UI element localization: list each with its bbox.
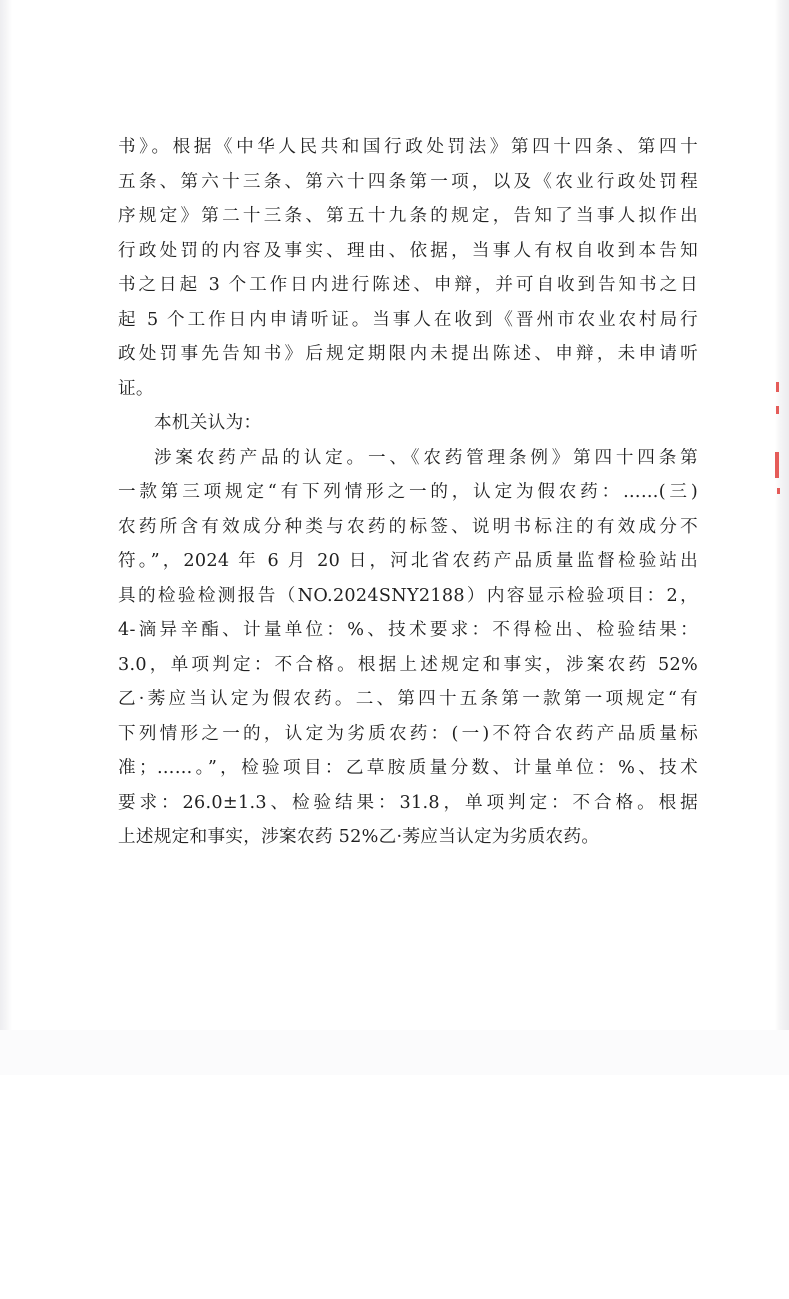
text-line: 涉案农药产品的认定。一、《农药管理条例》第四十四条第 <box>154 447 698 468</box>
red-seal-fragment <box>776 382 779 392</box>
scan-left-edge <box>0 0 12 1030</box>
text-line: 要求：26.0±1.3、检验结果：31.8，单项判定：不合格。根据 <box>118 792 698 813</box>
text-line: 五条、第六十三条、第六十四条第一项，以及《农业行政处罚程 <box>118 171 698 192</box>
text-line: 下列情形之一的，认定为劣质农药：(一)不符合农药产品质量标 <box>118 723 698 744</box>
red-seal-fragment <box>776 406 779 414</box>
text-line: 一款第三项规定“有下列情形之一的，认定为假农药：……(三) <box>118 482 698 502</box>
text-line: 准；……。”，检验项目：乙草胺质量分数、计量单位：%、技术 <box>118 758 698 778</box>
text-line: 符。”，2024 年 6 月 20 日，河北省农药产品质量监督检验站出 <box>118 551 698 571</box>
red-seal-fragment <box>775 452 779 478</box>
text-line: 具的检验检测报告（NO.2024SNY2188）内容显示检验项目：2， <box>118 585 698 606</box>
text-line: 证。 <box>118 378 154 399</box>
text-line: 起 5 个工作日内申请听证。当事人在收到《晋州市农业农村局行 <box>118 309 698 330</box>
text-line: 乙·莠应当认定为假农药。二、第四十五条第一款第一项规定“有 <box>118 689 698 709</box>
scan-right-edge <box>775 0 789 1075</box>
text-line: 上述规定和事实，涉案农药 52%乙·莠应当认定为劣质农药。 <box>118 827 600 847</box>
red-seal-fragment <box>777 488 780 494</box>
text-line: 书》。根据《中华人民共和国行政处罚法》第四十四条、第四十 <box>118 137 698 157</box>
text-line: 农药所含有效成分种类与农药的标签、说明书标注的有效成分不 <box>118 516 698 537</box>
document-body <box>118 130 698 855</box>
text-line: 序规定》第二十三条、第五十九条的规定，告知了当事人拟作出 <box>118 206 698 226</box>
text-line: 政处罚事先告知书》后规定期限内未提出陈述、申辩，未申请听 <box>118 344 698 364</box>
text-line: 3.0，单项判定：不合格。根据上述规定和事实，涉案农药 52% <box>118 654 698 675</box>
text-line: 4-滴异辛酯、计量单位：%、技术要求：不得检出、检验结果： <box>118 620 698 640</box>
scan-bottom-band <box>0 1030 789 1075</box>
text-line: 行政处罚的内容及事实、理由、依据，当事人有权自收到本告知 <box>118 240 698 261</box>
text-line: 书之日起 3 个工作日内进行陈述、申辩，并可自收到告知书之日 <box>118 275 698 295</box>
section-heading: 本机关认为： <box>154 413 262 433</box>
